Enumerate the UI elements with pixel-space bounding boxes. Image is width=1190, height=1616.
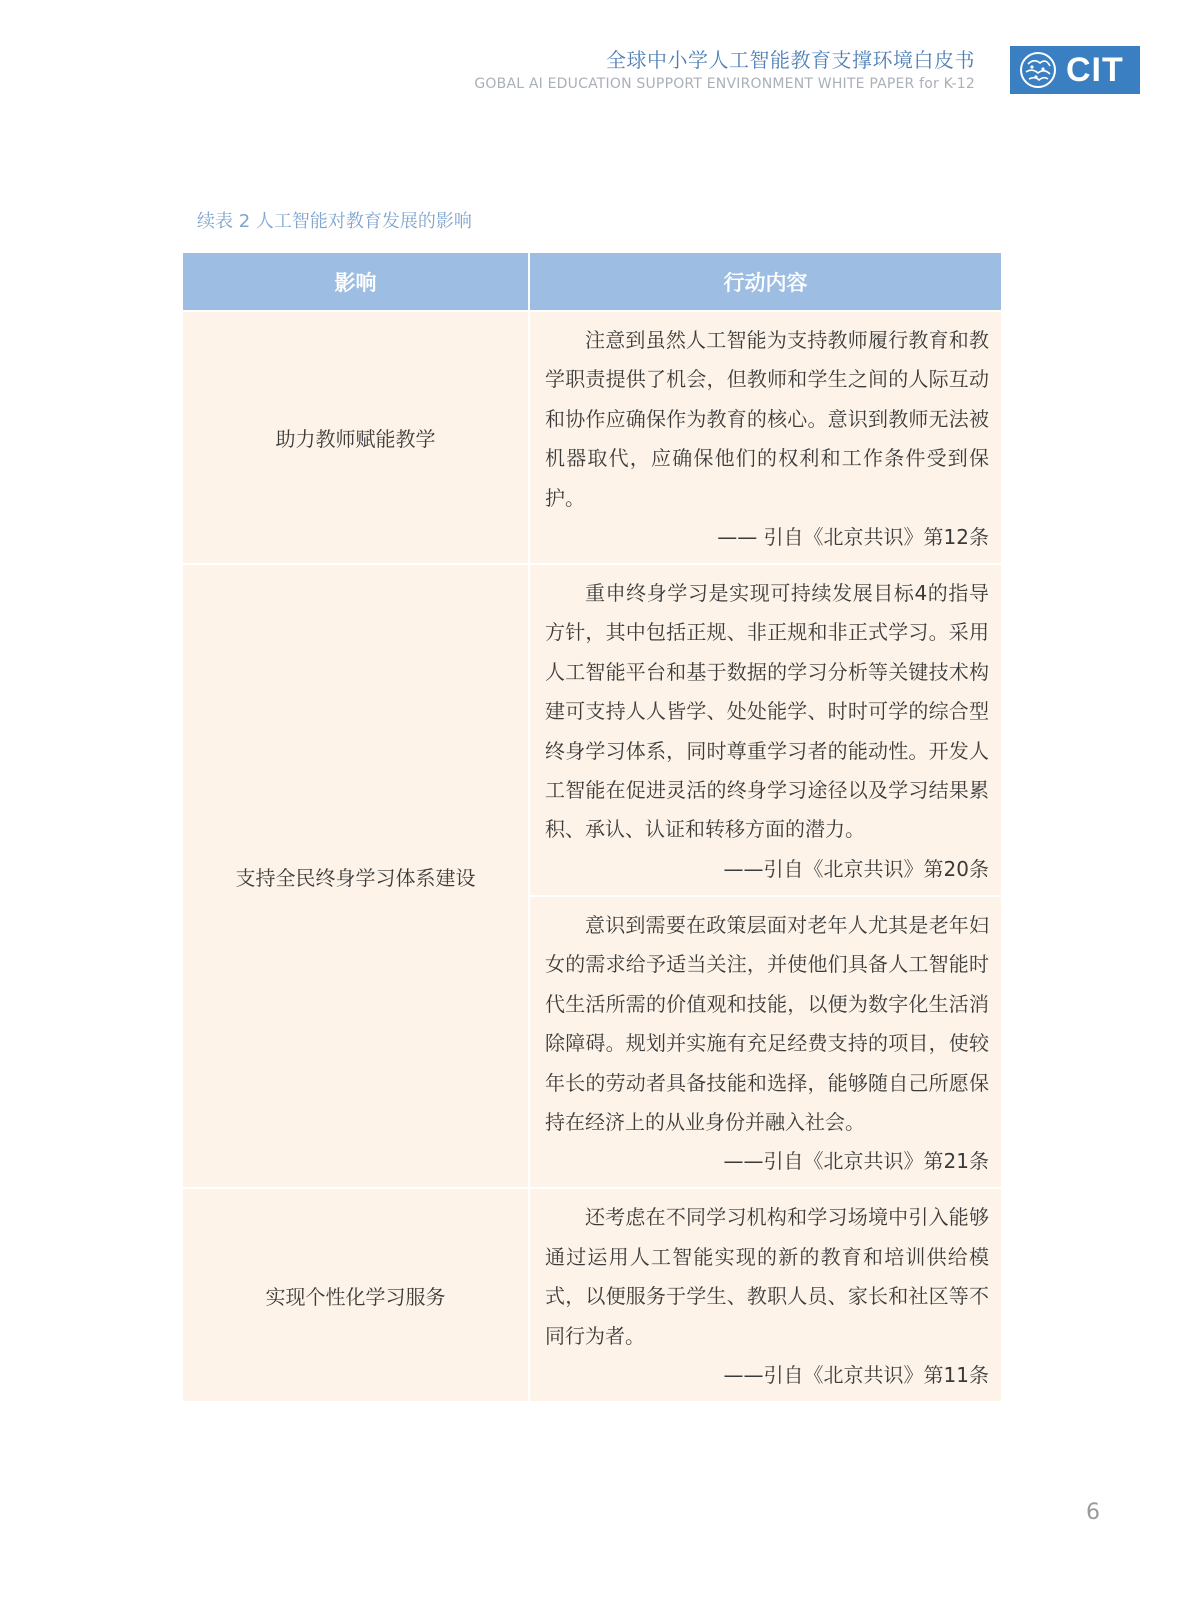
citation: ——引自《北京共识》第21条 xyxy=(723,1149,989,1174)
citation: ——引自《北京共识》第11条 xyxy=(723,1362,989,1387)
impact-cell: 支持全民终身学习体系建设 xyxy=(183,565,528,1187)
cit-logo xyxy=(1010,46,1140,94)
citation: ——引自《北京共识》第20条 xyxy=(723,856,989,881)
citation: —— 引自《北京共识》第12条 xyxy=(717,525,989,550)
header-impact: 影响 xyxy=(183,253,528,310)
impact-table xyxy=(181,251,1003,1403)
action-cell xyxy=(530,1189,1001,1401)
header-title: 全球中小学人工智能教育支撑环境白皮书 xyxy=(606,48,975,72)
action-text: 注意到虽然人工智能为支持教师履行教育和教学职责提供了机会，但教师和学生之间的人际互动和协作应确保作为教育的核心。意识到教师无法被机器取代，应确保他们的权利和工作条件受到保护。 xyxy=(545,328,989,510)
table-header-row xyxy=(183,253,1001,310)
action-text: 意识到需要在政策层面对老年人尤其是老年妇女的需求给予适当关注，并使他们具备人工智能时代生活所需的价值观和技能，以便为数字化生活消除障碍。规划并实施有充足经费支持的项目，使较年长的劳动者具备技能和选择，能够随自己所愿保持在经济上的从业身份并融入社会。 xyxy=(545,912,989,1134)
page-number: 6 xyxy=(1086,1500,1100,1525)
action-cell xyxy=(530,312,1001,563)
header-subtitle: GOBAL AI EDUCATION SUPPORT ENVIRONMENT WHITE PAPER for K-12 xyxy=(474,76,975,92)
impact-cell: 实现个性化学习服务 xyxy=(183,1189,528,1401)
table-row xyxy=(183,312,1001,563)
table-row xyxy=(183,565,1001,895)
action-text: 重申终身学习是实现可持续发展目标4的指导方针，其中包括正规、非正规和非正式学习。采用人工智能平台和基于数据的学习分析等关键技术构建可支持人人皆学、处处能学、时时可学的综合型终身学习体系，同时尊重学习者的能动性。开发人工智能在促进灵活的终身学习途径以及学习结果累积、承认、认证和转移方面的潜力。 xyxy=(545,581,989,842)
impact-cell: 助力教师赋能教学 xyxy=(183,312,528,563)
header-action: 行动内容 xyxy=(530,253,1001,310)
table-row xyxy=(183,1189,1001,1401)
action-cell xyxy=(530,897,1001,1187)
logo-text: CIT xyxy=(1066,51,1124,89)
table-caption: 续表 2 人工智能对教育发展的影响 xyxy=(197,211,472,232)
brain-icon xyxy=(1016,48,1060,92)
action-text: 还考虑在不同学习机构和学习场境中引入能够通过运用人工智能实现的新的教育和培训供给模式，以便服务于学生、教职人员、家长和社区等不同行为者。 xyxy=(545,1205,989,1348)
action-cell xyxy=(530,565,1001,895)
